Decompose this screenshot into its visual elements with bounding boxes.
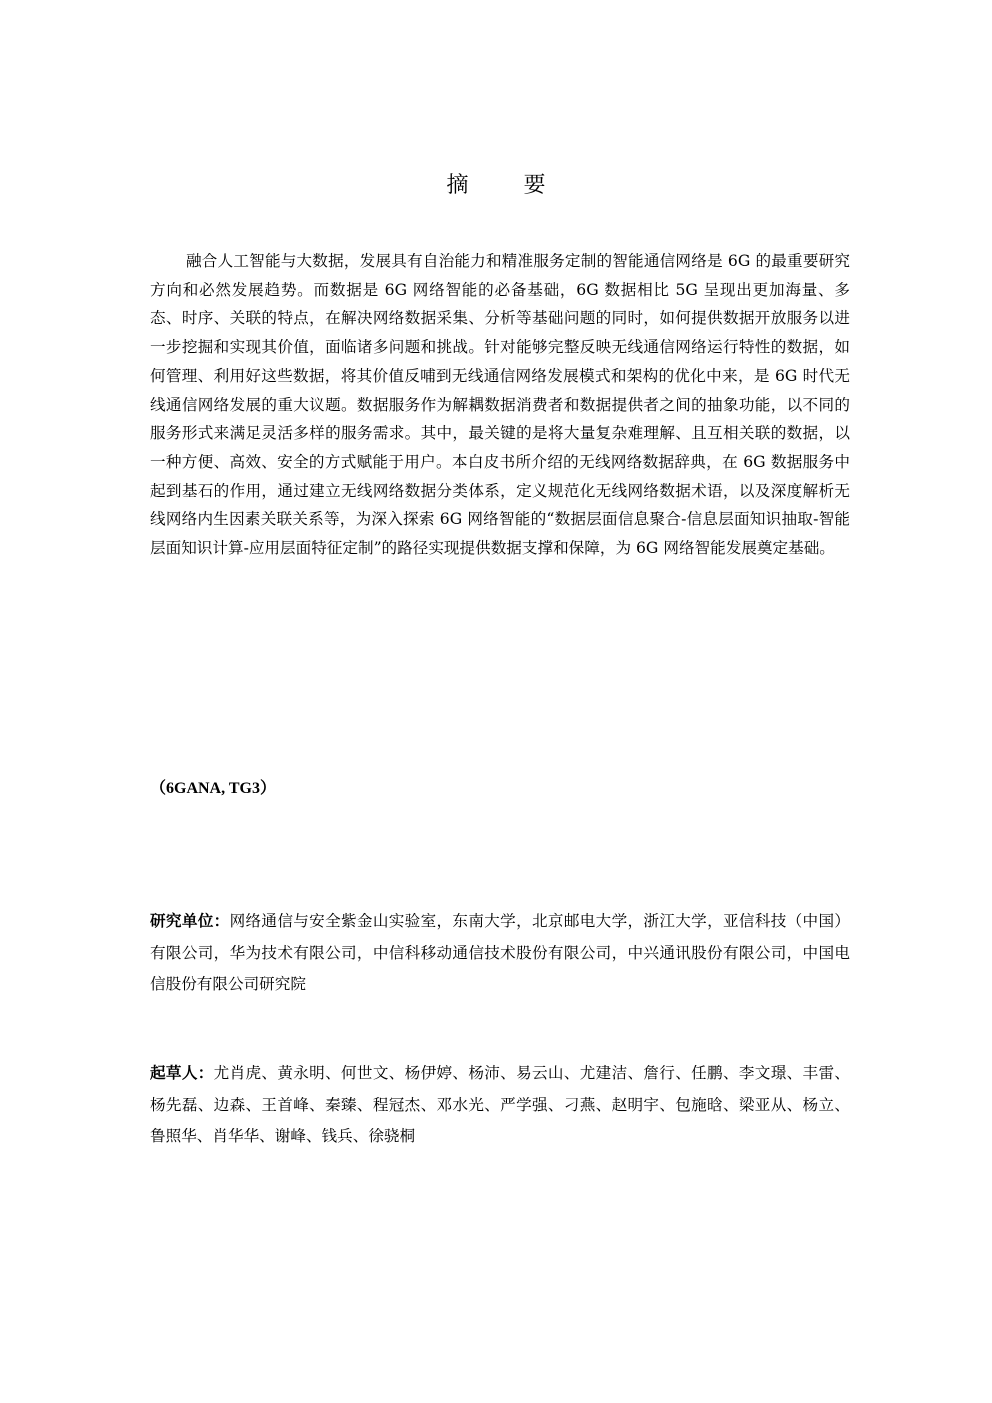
drafters-section: [150, 1058, 850, 1153]
group-tag: （6GANA, TG3）: [150, 780, 276, 797]
research-units-label: 研究单位：: [150, 912, 230, 930]
abstract-paragraph: 融合人工智能与大数据，发展具有自治能力和精准服务定制的智能通信网络是 6G 的最重要研究方向和必然发展趋势。而数据是 6G 网络智能的必备基础，6G 数据相比 5G 呈现出更加海量、多态、时序、关联的特点，在解决网络数据采集、分析等基础问题的同时，如何提供数据开放服务以进一步挖掘和实现其价值，面临诸多问题和挑战。针对能够完整反映无线通信网络运行特性的数据，如何管理、利用好这些数据，将其价值反哺到无线通信网络发展模式和架构的优化中来，是 6G 时代无线通信网络发展的重大议题。数据服务作为解耦数据消费者和数据提供者之间的抽象功能，以不同的服务形式来满足灵活多样的服务需求。其中，最关键的是将大量复杂难理解、且互相关联的数据，以一种方便、高效、安全的方式赋能于用户。本白皮书所介绍的无线网络数据辞典，在 6G 数据服务中起到基石的作用，通过建立无线网络数据分类体系，定义规范化无线网络数据术语，以及深度解析无线网络内生因素关联关系等，为深入探索 6G 网络智能的“数据层面信息聚合-信息层面知识抽取-智能层面知识计算-应用层面特征定制”的路径实现提供数据支撑和保障，为 6G 网络智能发展奠定基础。: [150, 252, 850, 558]
research-units-text: 网络通信与安全紫金山实验室，东南大学，北京邮电大学，浙江大学，亚信科技（中国）有限公司，华为技术有限公司，中信科移动通信技术股份有限公司，中兴通讯股份有限公司，中国电信股份有限公司研究院: [150, 912, 850, 993]
research-units-section: [150, 906, 850, 1001]
drafters-label: 起草人：: [150, 1064, 214, 1082]
page-title: 摘 要: [446, 173, 570, 198]
abstract-section: [150, 247, 850, 563]
drafters-text: 尤肖虎、黄永明、何世文、杨伊婷、杨沛、易云山、尤建洁、詹行、任鹏、李文璟、丰雷、杨先磊、边森、王首峰、秦臻、程冠杰、邓水光、严学强、刁燕、赵明宇、包施晗、梁亚从、杨立、鲁照华、肖华华、谢峰、钱兵、徐骁桐: [150, 1064, 850, 1145]
